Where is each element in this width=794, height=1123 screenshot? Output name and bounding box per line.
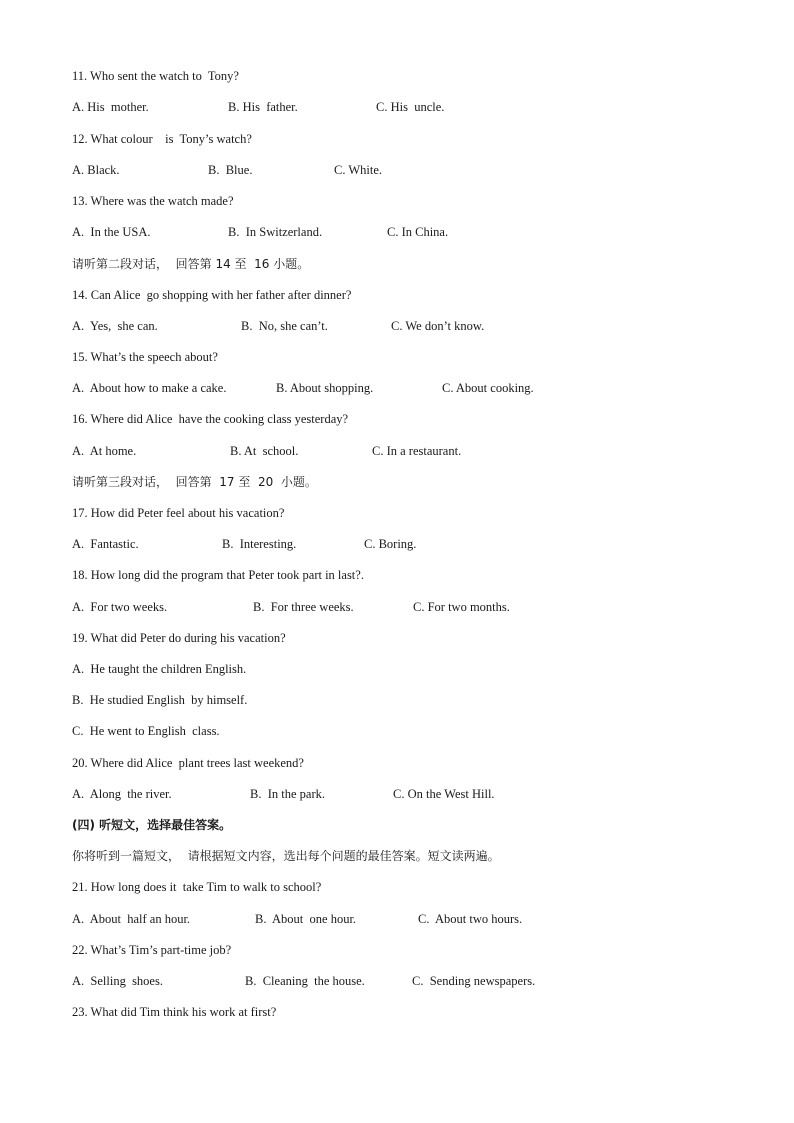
option-18-c: C. For two months. [413, 600, 510, 614]
option-17-c: C. Boring. [364, 537, 417, 551]
option-20-b: B. In the park. [250, 787, 325, 801]
option-19-c: C. He went to English class. [72, 724, 220, 738]
instruction-section-3: 请听第三段对话， 回答第 17 至 20 小题。 [72, 475, 317, 489]
question-20: 20. Where did Alice plant trees last weekend? [72, 756, 304, 770]
option-19-b: B. He studied English by himself. [72, 693, 248, 707]
option-19-a: A. He taught the children English. [72, 662, 247, 676]
option-15-b: B. About shopping. [276, 381, 374, 395]
question-15: 15. What’s the speech about? [72, 350, 218, 364]
option-20-c: C. On the West Hill. [393, 787, 495, 801]
option-14-a: A. Yes, she can. [72, 319, 158, 333]
question-21: 21. How long does it take Tim to walk to school? [72, 880, 322, 894]
question-13: 13. Where was the watch made? [72, 194, 234, 208]
option-12-a: A. Black. [72, 163, 120, 177]
question-22: 22. What’s Tim’s part-time job? [72, 943, 232, 957]
question-11: 11. Who sent the watch to Tony? [72, 69, 239, 83]
option-13-b: B. In Switzerland. [228, 225, 323, 239]
option-11-b: B. His father. [228, 100, 298, 114]
instruction-section-4: 你将听到一篇短文， 请根据短文内容，选出每个问题的最佳答案。短文读两遍。 [72, 849, 500, 863]
option-13-a: A. In the USA. [72, 225, 151, 239]
option-22-a: A. Selling shoes. [72, 974, 163, 988]
option-17-a: A. Fantastic. [72, 537, 139, 551]
option-14-b: B. No, she can’t. [241, 319, 328, 333]
question-14: 14. Can Alice go shopping with her father after dinner? [72, 288, 352, 302]
option-13-c: C. In China. [387, 225, 449, 239]
option-22-c: C. Sending newspapers. [412, 974, 536, 988]
option-21-a: A. About half an hour. [72, 912, 191, 926]
option-11-a: A. His mother. [72, 100, 149, 114]
option-15-a: A. About how to make a cake. [72, 381, 227, 395]
option-12-b: B. Blue. [208, 163, 253, 177]
option-15-c: C. About cooking. [442, 381, 534, 395]
question-12: 12. What colour is Tony’s watch? [72, 132, 252, 146]
option-14-c: C. We don’t know. [391, 319, 485, 333]
option-16-b: B. At school. [230, 444, 299, 458]
option-11-c: C. His uncle. [376, 100, 445, 114]
option-21-b: B. About one hour. [255, 912, 357, 926]
question-18: 18. How long did the program that Peter took part in last?. [72, 568, 364, 582]
option-17-b: B. Interesting. [222, 537, 297, 551]
question-23: 23. What did Tim think his work at first? [72, 1005, 277, 1019]
option-21-c: C. About two hours. [418, 912, 523, 926]
option-16-c: C. In a restaurant. [372, 444, 462, 458]
question-17: 17. How did Peter feel about his vacation? [72, 506, 285, 520]
option-22-b: B. Cleaning the house. [245, 974, 365, 988]
option-18-b: B. For three weeks. [253, 600, 354, 614]
option-18-a: A. For two weeks. [72, 600, 168, 614]
section-4-heading: (四) 听短文，选择最佳答案。 [72, 818, 232, 832]
instruction-section-2: 请听第二段对话， 回答第 14 至 16 小题。 [72, 257, 310, 271]
option-20-a: A. Along the river. [72, 787, 172, 801]
option-12-c: C. White. [334, 163, 383, 177]
question-19: 19. What did Peter do during his vacation? [72, 631, 286, 645]
option-16-a: A. At home. [72, 444, 137, 458]
question-16: 16. Where did Alice have the cooking class yesterday? [72, 412, 349, 426]
